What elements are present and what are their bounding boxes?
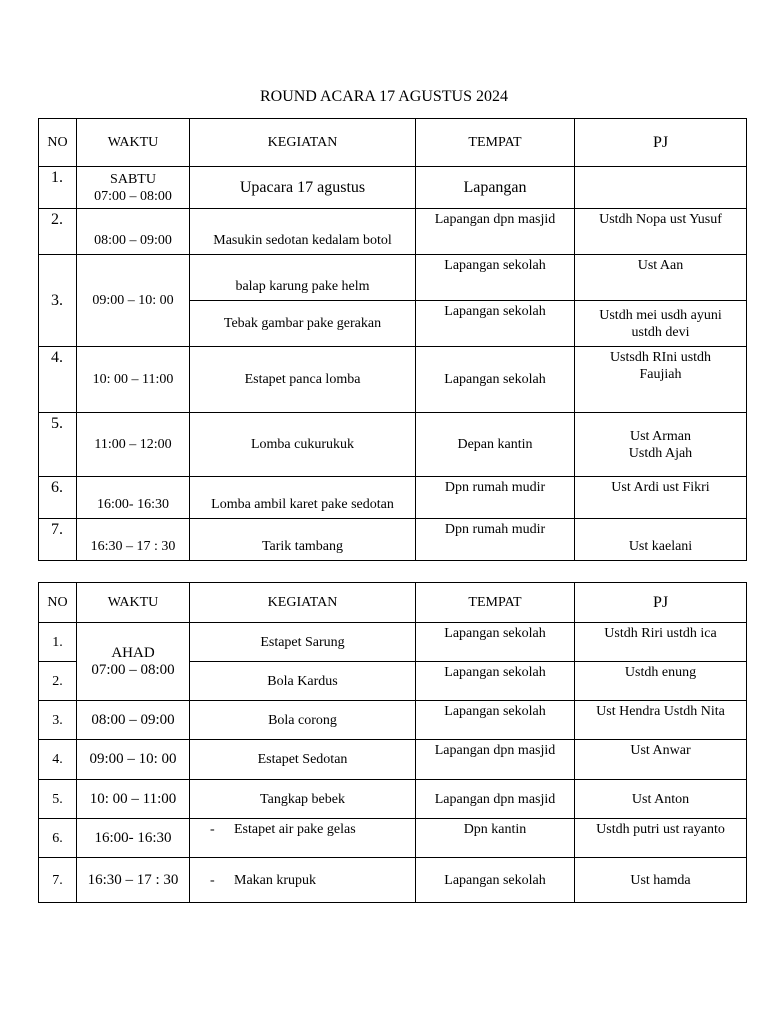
time-range: 07:00 – 08:00 — [94, 188, 172, 204]
row-activity: Lomba cukurukuk — [190, 413, 416, 477]
bullet-dash: - — [210, 822, 215, 837]
row-time: 16:30 – 17 : 30 — [77, 519, 190, 561]
row-number: 1. — [39, 167, 77, 209]
table-row — [39, 519, 747, 561]
row-place: Lapangan dpn masjid — [416, 780, 575, 819]
pj-line: Ust Arman — [629, 428, 692, 444]
row-pj: Ustdh putri ust rayanto — [575, 819, 747, 858]
row-place: Dpn rumah mudir — [416, 477, 575, 519]
bullet-dash: - — [210, 872, 215, 888]
header-pj: PJ — [575, 583, 747, 623]
row-time: 08:00 – 09:00 — [77, 701, 190, 740]
row-pj — [575, 301, 747, 347]
page-title: ROUND ACARA 17 AGUSTUS 2024 — [259, 88, 509, 105]
row-place: Lapangan sekolah — [416, 662, 575, 701]
header-kegiatan: KEGIATAN — [190, 119, 416, 167]
row-time: 10: 00 – 11:00 — [77, 780, 190, 819]
row-place: Lapangan sekolah — [416, 255, 575, 301]
header-tempat: TEMPAT — [416, 583, 575, 623]
row-place: Lapangan sekolah — [416, 347, 575, 413]
row-pj: Ust Hendra Ustdh Nita — [575, 701, 747, 740]
row-time: 11:00 – 12:00 — [77, 413, 190, 477]
row-place: Lapangan sekolah — [416, 858, 575, 903]
row-activity: balap karung pake helm — [190, 255, 416, 301]
row-number: 7. — [39, 858, 77, 903]
header-waktu: WAKTU — [77, 119, 190, 167]
row-number: 6. — [39, 819, 77, 858]
row-activity: Lomba ambil karet pake sedotan — [190, 477, 416, 519]
table-row — [39, 209, 747, 255]
row-time: 10: 00 – 11:00 — [77, 347, 190, 413]
row-pj — [575, 413, 747, 477]
row-time: 08:00 – 09:00 — [77, 209, 190, 255]
row-pj: Ust Anwar — [575, 740, 747, 780]
row-pj: Ustdh enung — [575, 662, 747, 701]
row-number: 2. — [39, 209, 77, 255]
row-place: Lapangan dpn masjid — [416, 209, 575, 255]
row-activity: Bola Kardus — [190, 662, 416, 701]
row-time: 16:00- 16:30 — [77, 819, 190, 858]
pj-line: Ustdh Ajah — [628, 445, 693, 461]
row-time: 16:30 – 17 : 30 — [77, 858, 190, 903]
row-time: 16:00- 16:30 — [77, 477, 190, 519]
row-activity: Tarik tambang — [190, 519, 416, 561]
header-kegiatan: KEGIATAN — [190, 583, 416, 623]
activity-text: Makan krupuk — [234, 872, 317, 888]
row-number: 6. — [39, 477, 77, 519]
table-header-row — [39, 583, 747, 623]
row-activity: Estapet panca lomba — [190, 347, 416, 413]
pj-line: ustdh devi — [631, 324, 690, 340]
table-row — [39, 167, 747, 209]
row-number: 4. — [39, 347, 77, 413]
row-time: 09:00 – 10: 00 — [77, 255, 190, 347]
row-time — [77, 623, 190, 701]
row-place: Depan kantin — [416, 413, 575, 477]
row-pj: Ust Ardi ust Fikri — [575, 477, 747, 519]
row-activity: Tebak gambar pake gerakan — [190, 301, 416, 347]
header-pj: PJ — [575, 119, 747, 167]
row-pj: Ustdh Riri ustdh ica — [575, 623, 747, 662]
row-activity — [190, 819, 416, 858]
table-row — [39, 858, 747, 903]
row-place: Lapangan dpn masjid — [416, 740, 575, 780]
row-number: 4. — [39, 740, 77, 780]
row-activity: Bola corong — [190, 701, 416, 740]
row-activity: Tangkap bebek — [190, 780, 416, 819]
row-number: 5. — [39, 780, 77, 819]
schedule-table-sunday — [38, 582, 747, 903]
pj-line: Faujiah — [639, 367, 682, 382]
table-row — [39, 477, 747, 519]
table-row — [39, 819, 747, 858]
row-time: 09:00 – 10: 00 — [77, 740, 190, 780]
row-time — [77, 167, 190, 209]
row-place: Lapangan sekolah — [416, 701, 575, 740]
day-label: AHAD — [111, 644, 155, 661]
table-row — [39, 347, 747, 413]
row-activity: Upacara 17 agustus — [190, 167, 416, 209]
table-row — [39, 255, 747, 301]
row-activity: Estapet Sedotan — [190, 740, 416, 780]
header-no: NO — [39, 119, 77, 167]
schedule-table-saturday — [38, 118, 747, 561]
table-row — [39, 740, 747, 780]
row-pj — [575, 347, 747, 413]
row-place: Dpn rumah mudir — [416, 519, 575, 561]
row-number: 2. — [39, 662, 77, 701]
row-pj: Ust hamda — [575, 858, 747, 903]
pj-line: Ustdh mei usdh ayuni — [599, 307, 722, 323]
table-row — [39, 701, 747, 740]
row-pj: Ust kaelani — [575, 519, 747, 561]
row-number: 5. — [39, 413, 77, 477]
row-place: Lapangan sekolah — [416, 623, 575, 662]
header-no: NO — [39, 583, 77, 623]
row-place: Lapangan sekolah — [416, 301, 575, 347]
day-label: SABTU — [110, 171, 156, 187]
time-range: 07:00 – 08:00 — [91, 661, 175, 678]
row-number: 1. — [39, 623, 77, 662]
row-activity — [190, 858, 416, 903]
row-place: Lapangan — [416, 167, 575, 209]
table-row — [39, 780, 747, 819]
table-header-row — [39, 119, 747, 167]
row-place: Dpn kantin — [416, 819, 575, 858]
activity-text: Estapet air pake gelas — [234, 822, 356, 837]
header-waktu: WAKTU — [77, 583, 190, 623]
row-pj: Ust Aan — [575, 255, 747, 301]
table-row — [39, 623, 747, 662]
pj-line: Ustsdh RIni ustdh — [609, 350, 712, 365]
row-pj — [575, 167, 747, 209]
row-activity: Masukin sedotan kedalam botol — [190, 209, 416, 255]
row-pj: Ust Anton — [575, 780, 747, 819]
row-number: 3. — [39, 255, 77, 347]
row-activity: Estapet Sarung — [190, 623, 416, 662]
table-row — [39, 413, 747, 477]
row-number: 7. — [39, 519, 77, 561]
row-pj: Ustdh Nopa ust Yusuf — [575, 209, 747, 255]
row-number: 3. — [39, 701, 77, 740]
header-tempat: TEMPAT — [416, 119, 575, 167]
